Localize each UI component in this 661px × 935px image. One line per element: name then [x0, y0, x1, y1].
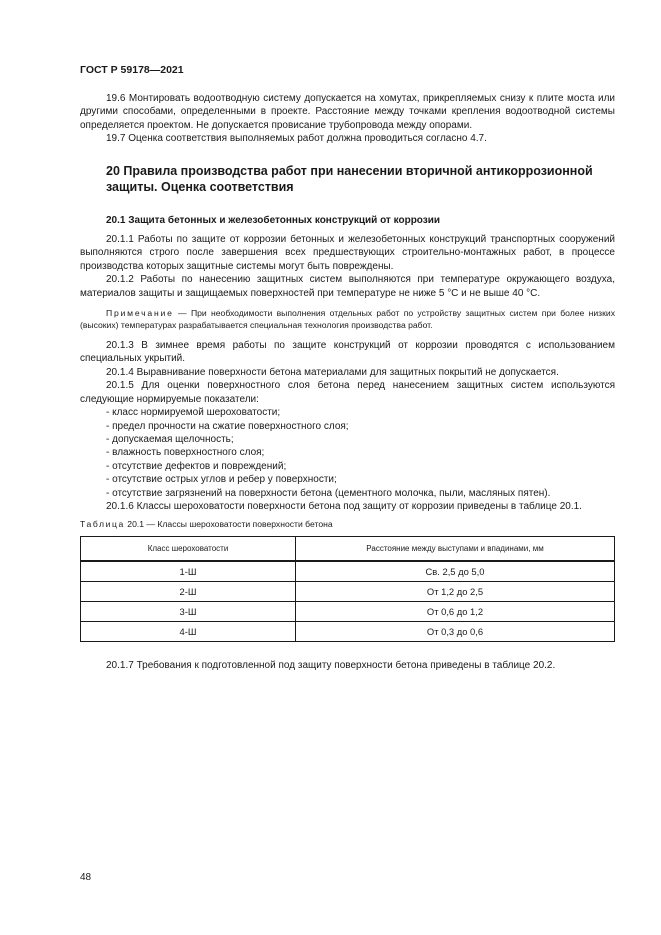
table-caption: [80, 518, 615, 531]
list-item: - отсутствие острых углов и ребер у поверхности;: [106, 474, 337, 486]
note-label: Примечание: [106, 308, 174, 319]
table-caption-label: Таблица: [80, 519, 125, 530]
note: [80, 308, 615, 331]
list-item: - отсутствие загрязнений на поверхности бетона (цементного молочка, пыли, масляных пятен).: [106, 487, 551, 499]
table-row: [81, 561, 615, 582]
table-cell-distance: Св. 2,5 до 5,0: [296, 561, 615, 582]
table-cell-distance: От 0,6 до 1,2: [296, 601, 615, 621]
list-item: - допускаемая щелочность;: [106, 433, 234, 445]
paragraph-20-1-1: 20.1.1 Работы по защите от коррозии бетонных и железобетонных конструкций транспортных сооружений выполняются строго после завершения всех предшествующих строительно-монтажных работ, в процессе производства которых защитные системы могут быть повреждены.: [80, 234, 615, 272]
list-item: - класс нормируемой шероховатости;: [106, 407, 281, 419]
paragraph-20-1-6: 20.1.6 Классы шероховатости поверхности бетона под защиту от коррозии приведены в таблице 20.1.: [106, 500, 582, 512]
table-caption-text: 20.1 — Классы шероховатости поверхности бетона: [124, 519, 333, 530]
paragraph-20-1-5: 20.1.5 Для оценки поверхностного слоя бетона перед нанесением защитных систем используются следующие нормируемые показатели:: [80, 380, 615, 405]
table-cell-class: 2-Ш: [81, 581, 296, 601]
column-header-class: Класс шероховатости: [81, 536, 296, 561]
table-cell-class: 4-Ш: [81, 621, 296, 641]
paragraph-20-1-7: 20.1.7 Требования к подготовленной под защиту поверхности бетона приведены в таблице 20.2.: [106, 659, 556, 671]
table-header-row: [81, 536, 615, 561]
roughness-classes-table: [80, 536, 615, 642]
subsection-20-1-heading: 20.1 Защита бетонных и железобетонных конструкций от коррозии: [106, 214, 441, 226]
table-cell-class: 3-Ш: [81, 601, 296, 621]
page-content: [80, 92, 615, 672]
indicators-list: [80, 406, 615, 500]
paragraph-20-1-2: 20.1.2 Работы по нанесению защитных систем выполняются при температуре окружающего воздуха, материалов защиты и защищаемых поверхностей при температуре не ниже 5 °С и не выше 40 °С.: [80, 274, 615, 299]
paragraph-19-6: 19.6 Монтировать водоотводную систему допускается на хомутах, прикрепляемых снизу к плите моста или другими способами, определенными в проекте. Расстояние между точками крепления водоотводной системы определяется проектом. Не допускается провисание трубопровода между опорами.: [80, 93, 615, 131]
table-row: [81, 621, 615, 641]
page-number: 48: [80, 872, 92, 883]
note-text: — При необходимости выполнения отдельных работ по устройству защитных систем при более низких (высоких) температурах разрабатывается специальная технология производства работ.: [80, 308, 615, 330]
paragraph-20-1-4: 20.1.4 Выравнивание поверхности бетона материалами для защитных покрытий не допускается.: [106, 366, 559, 378]
list-item: - влажность поверхностного слоя;: [106, 447, 265, 459]
table-cell-class: 1-Ш: [81, 561, 296, 582]
list-item: - отсутствие дефектов и повреждений;: [106, 460, 287, 472]
list-item: - предел прочности на сжатие поверхностного слоя;: [106, 420, 349, 432]
section-20-heading: 20 Правила производства работ при нанесении вторичной антикоррозионной защиты. Оценка соответствия: [106, 163, 593, 194]
table-row: [81, 581, 615, 601]
paragraph-20-1-3: 20.1.3 В зимнее время работы по защите конструкций от коррозии проводятся с использованием специальных укрытий.: [80, 340, 615, 365]
table-cell-distance: От 0,3 до 0,6: [296, 621, 615, 641]
table-cell-distance: От 1,2 до 2,5: [296, 581, 615, 601]
column-header-distance: Расстояние между выступами и впадинами, мм: [296, 536, 615, 561]
paragraph-19-7: 19.7 Оценка соответствия выполняемых работ должна проводиться согласно 4.7.: [106, 133, 487, 145]
document-header: ГОСТ Р 59178—2021: [80, 64, 184, 76]
table-row: [81, 601, 615, 621]
